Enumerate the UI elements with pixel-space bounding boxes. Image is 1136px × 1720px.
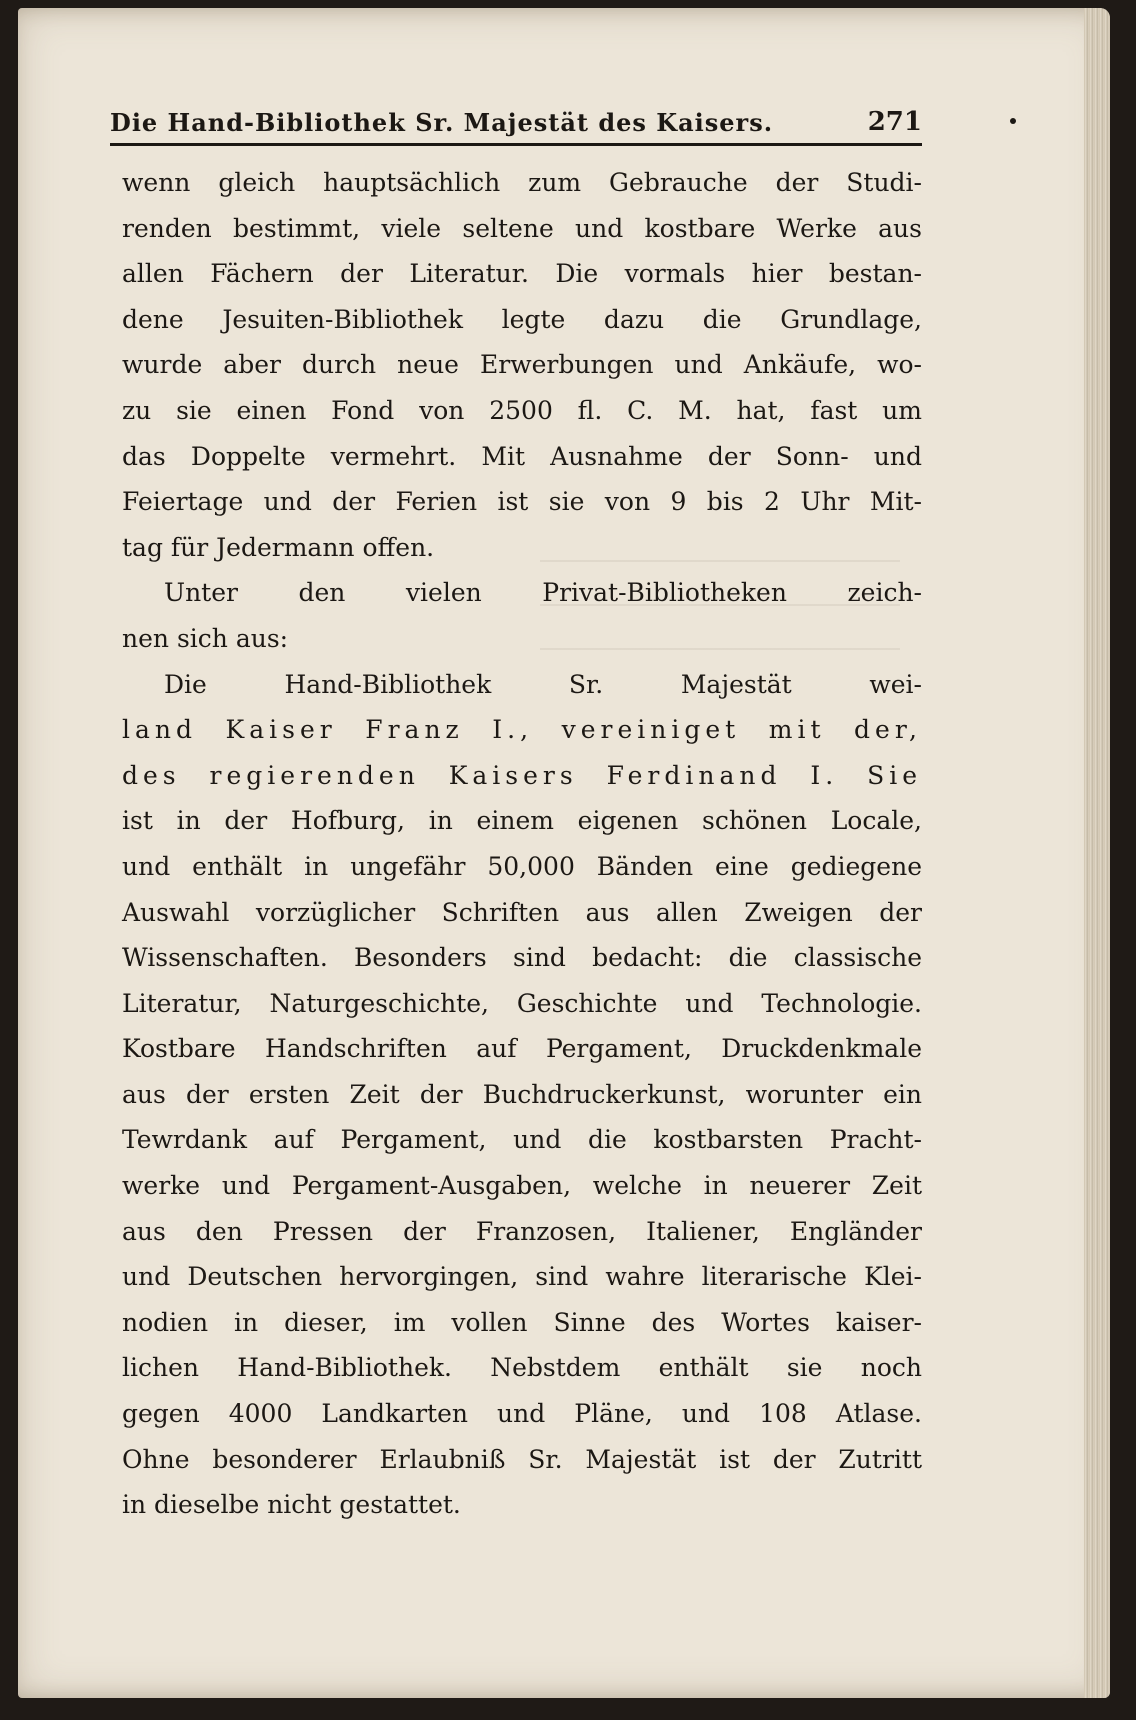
- text-line: lichen Hand-Bibliothek. Nebstdem enthält sie noch: [122, 1353, 922, 1383]
- text-line: Die Hand-Bibliothek Sr. Majestät wei-: [164, 669, 922, 699]
- text-line: wurde aber durch neue Erwerbungen und Ankäufe, wo-: [122, 350, 922, 380]
- ink-dot: [1010, 118, 1016, 124]
- text-line: Tewrdank auf Pergament, und die kostbarsten Pracht-: [122, 1125, 922, 1155]
- text-line: Auswahl vorzüglicher Schriften aus allen Zweigen der: [122, 897, 922, 927]
- text-line: Feiertage und der Ferien ist sie von 9 bis 2 Uhr Mit-: [122, 487, 922, 517]
- text-line: land Kaiser Franz I., vereiniget mit der,: [122, 715, 922, 745]
- text-line: tag für Jedermann offen.: [122, 532, 435, 562]
- text-line: aus den Pressen der Franzosen, Italiener, Engländer: [122, 1216, 922, 1246]
- text-line: und enthält in ungefähr 50,000 Bänden eine gediegene: [122, 851, 922, 881]
- text-line: Ohne besonderer Erlaubniß Sr. Majestät ist der Zutritt: [122, 1444, 922, 1474]
- text-line: das Doppelte vermehrt. Mit Ausnahme der Sonn- und: [122, 441, 922, 471]
- text-line: aus der ersten Zeit der Buchdruckerkunst, worunter ein: [122, 1079, 922, 1109]
- text-line: in dieselbe nicht gestattet.: [122, 1490, 461, 1520]
- text-line: des regierenden Kaisers Ferdinand I. Sie: [122, 760, 922, 790]
- body-text: [122, 160, 922, 1528]
- text-line: Kostbare Handschriften auf Pergament, Druckdenkmale: [122, 1034, 922, 1064]
- running-header: [110, 106, 922, 146]
- text-line: renden bestimmt, viele seltene und kostbare Werke aus: [122, 213, 922, 243]
- page-number: 271: [867, 107, 922, 137]
- page-edge: [1084, 8, 1110, 1698]
- text-line: nodien in dieser, im vollen Sinne des Wortes kaiser-: [122, 1307, 922, 1337]
- text-line: werke und Pergament-Ausgaben, welche in neuerer Zeit: [122, 1171, 922, 1201]
- text-line: Unter den vielen Privat-Bibliotheken zeich-: [164, 578, 922, 608]
- text-line: dene Jesuiten-Bibliothek legte dazu die Grundlage,: [122, 304, 922, 334]
- text-line: Wissenschaften. Besonders sind bedacht: die classische: [122, 943, 922, 973]
- text-line: zu sie einen Fond von 2500 fl. C. M. hat, fast um: [122, 395, 922, 425]
- text-line: und Deutschen hervorgingen, sind wahre literarische Klei-: [122, 1262, 922, 1292]
- text-line: allen Fächern der Literatur. Die vormals hier bestan-: [122, 259, 922, 289]
- text-line: gegen 4000 Landkarten und Pläne, und 108 Atlase.: [122, 1399, 922, 1429]
- running-title: Die Hand-Bibliothek Sr. Majestät des Kaisers.: [110, 108, 774, 137]
- text-line: ist in der Hofburg, in einem eigenen schönen Locale,: [122, 806, 922, 836]
- text-line: Literatur, Naturgeschichte, Geschichte und Technologie.: [122, 988, 922, 1018]
- text-line: wenn gleich hauptsächlich zum Gebrauche der Studi-: [122, 168, 922, 197]
- text-line: nen sich aus:: [122, 623, 289, 653]
